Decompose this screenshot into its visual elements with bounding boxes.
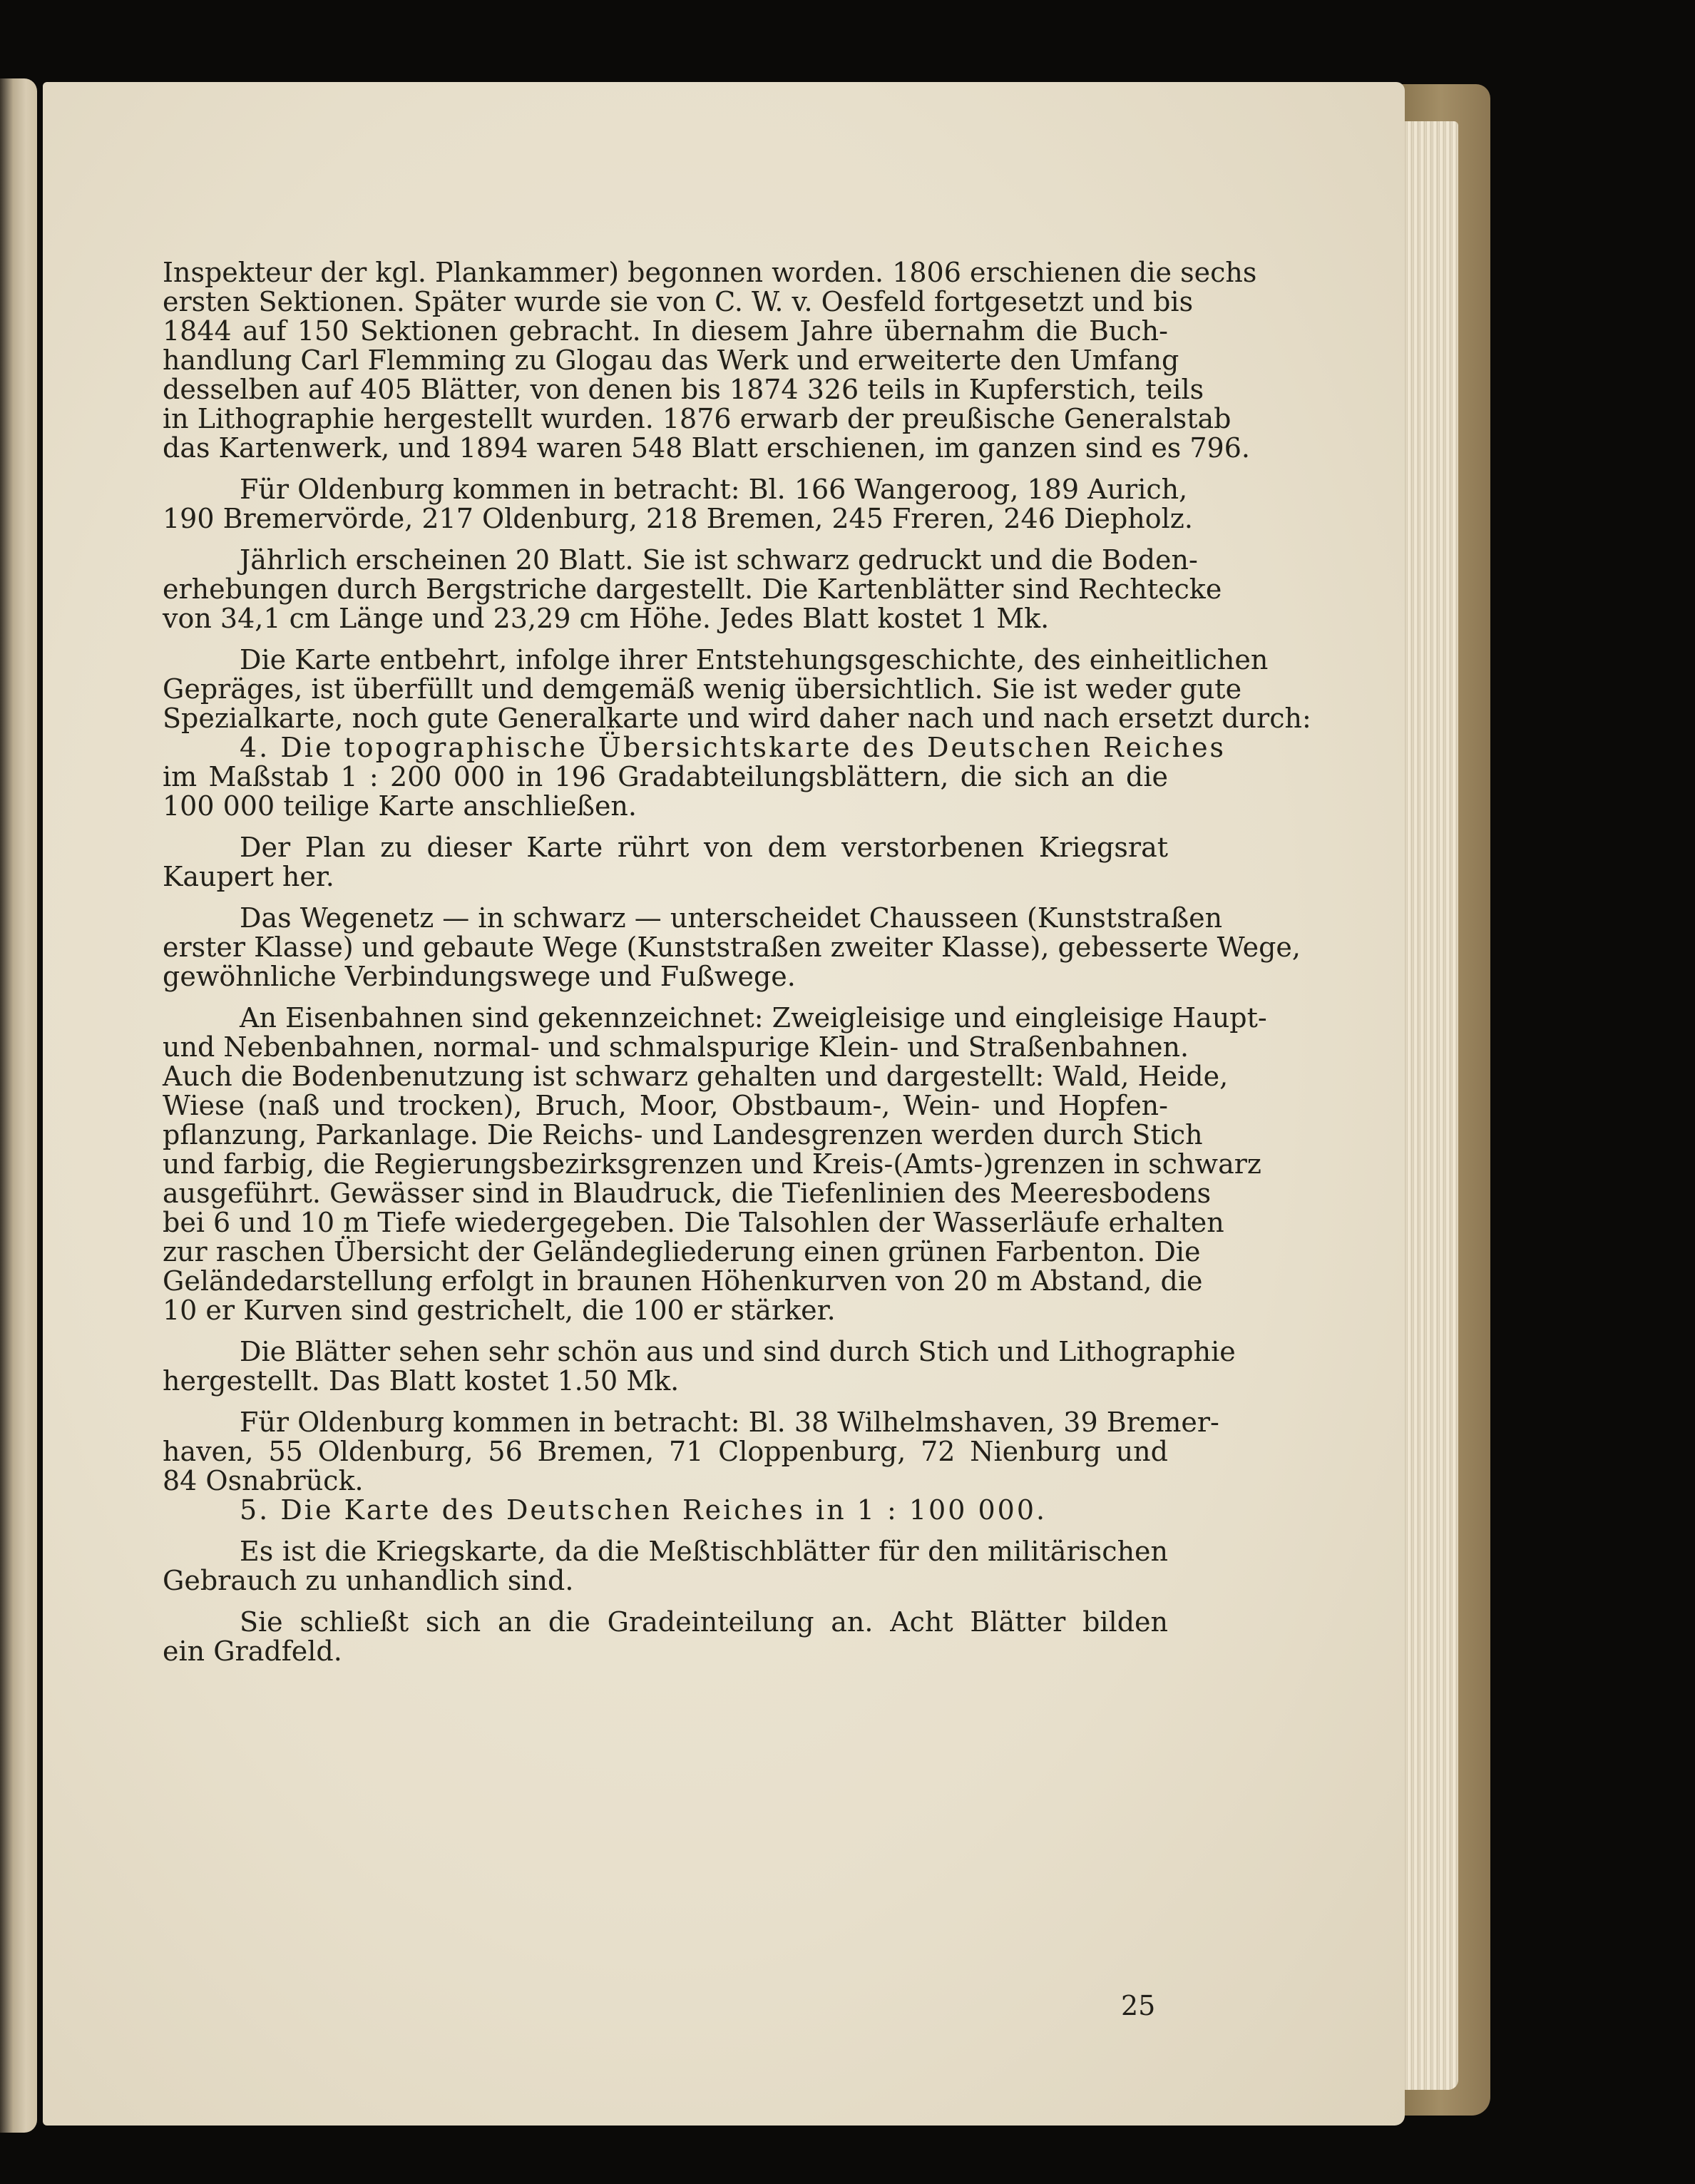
- text-line: Es ist die Kriegskarte, da die Meßtischblätter für den militärischen: [240, 1536, 1168, 1567]
- text-line: zur raschen Übersicht der Geländegliederung einen grünen Farbenton. Die: [163, 1236, 1201, 1267]
- text-line: 1844 auf 150 Sektionen gebracht. In diesem Jahre übernahm die Buch-: [163, 315, 1168, 347]
- text-line: 10 er Kurven sind gestrichelt, die 100 er stärker.: [163, 1295, 836, 1326]
- text-line: bei 6 und 10 m Tiefe wiedergegeben. Die Talsohlen der Wasserläufe erhalten: [163, 1207, 1224, 1238]
- text-line: erhebungen durch Bergstriche dargestellt. Die Kartenblätter sind Rechtecke: [163, 573, 1222, 605]
- section-heading-4: 4. Die topographische Übersichtskarte des Deutschen Reiches: [240, 732, 1227, 763]
- text-line: Gebrauch zu unhandlich sind.: [163, 1565, 574, 1596]
- text-line: desselben auf 405 Blätter, von denen bis 1874 326 teils in Kupferstich, teils: [163, 374, 1204, 405]
- page-body-text: [163, 257, 1311, 1667]
- text-line: handlung Carl Flemming zu Glogau das Werk und erweiterte den Umfang: [163, 345, 1179, 376]
- text-line: Inspekteur der kgl. Plankammer) begonnen worden. 1806 erschienen die sechs: [163, 257, 1257, 288]
- text-line: hergestellt. Das Blatt kostet 1.50 Mk.: [163, 1365, 680, 1397]
- text-line: Geländedarstellung erfolgt in braunen Höhenkurven von 20 m Abstand, die: [163, 1265, 1203, 1297]
- text-line: Für Oldenburg kommen in betracht: Bl. 38 Wilhelmshaven, 39 Bremer-: [240, 1407, 1219, 1438]
- page-stack-edge: [1401, 121, 1458, 2090]
- text-line: Das Wegenetz — in schwarz — unterscheidet Chausseen (Kunststraßen: [240, 902, 1223, 934]
- text-line: in Lithographie hergestellt wurden. 1876 erwarb der preußische Generalstab: [163, 403, 1231, 434]
- text-line: 84 Osnabrück.: [163, 1465, 364, 1496]
- page-number: 25: [1121, 1990, 1156, 2021]
- text-line: Die Karte entbehrt, infolge ihrer Entstehungsgeschichte, des einheitlichen: [240, 644, 1269, 675]
- text-line: Wiese (naß und trocken), Bruch, Moor, Obstbaum-, Wein- und Hopfen-: [163, 1090, 1168, 1121]
- text-line: gewöhnliche Verbindungswege und Fußwege.: [163, 961, 796, 992]
- text-line: im Maßstab 1 : 200 000 in 196 Gradabteilungsblättern, die sich an die: [163, 761, 1168, 792]
- text-line: Für Oldenburg kommen in betracht: Bl. 166 Wangeroog, 189 Aurich,: [240, 474, 1188, 505]
- text-line: ersten Sektionen. Später wurde sie von C. W. v. Oesfeld fortgesetzt und bis: [163, 286, 1194, 317]
- text-line: An Eisenbahnen sind gekennzeichnet: Zweigleisige und eingleisige Haupt-: [240, 1002, 1267, 1034]
- text-line: Sie schließt sich an die Gradeinteilung an. Acht Blätter bilden: [240, 1606, 1168, 1638]
- text-line: Gepräges, ist überfüllt und demgemäß wenig übersichtlich. Sie ist weder gute: [163, 673, 1242, 705]
- text-line: pflanzung, Parkanlage. Die Reichs- und Landesgrenzen werden durch Stich: [163, 1119, 1203, 1150]
- facing-page-edge: [0, 78, 37, 2133]
- section-heading-5: 5. Die Karte des Deutschen Reiches in 1 : 100 000.: [240, 1494, 1048, 1526]
- text-line: ausgeführt. Gewässer sind in Blaudruck, die Tiefenlinien des Meeresbodens: [163, 1178, 1212, 1209]
- text-line: von 34,1 cm Länge und 23,29 cm Höhe. Jedes Blatt kostet 1 Mk.: [163, 603, 1050, 634]
- text-line: Spezialkarte, noch gute Generalkarte und wird daher nach und nach ersetzt durch:: [163, 703, 1311, 734]
- text-line: das Kartenwerk, und 1894 waren 548 Blatt erschienen, im ganzen sind es 796.: [163, 432, 1250, 464]
- text-line: haven, 55 Oldenburg, 56 Bremen, 71 Cloppenburg, 72 Nienburg und: [163, 1436, 1168, 1467]
- text-line: Die Blätter sehen sehr schön aus und sind durch Stich und Lithographie: [240, 1336, 1236, 1367]
- text-line: und Nebenbahnen, normal- und schmalspurige Klein- und Straßenbahnen.: [163, 1031, 1189, 1063]
- text-line: Jährlich erscheinen 20 Blatt. Sie ist schwarz gedruckt und die Boden-: [240, 544, 1198, 576]
- text-line: Kaupert her.: [163, 861, 334, 892]
- text-line: erster Klasse) und gebaute Wege (Kunststraßen zweiter Klasse), gebesserte Wege,: [163, 932, 1301, 963]
- text-line: und farbig, die Regierungsbezirksgrenzen und Kreis-(Amts-)grenzen in schwarz: [163, 1148, 1261, 1180]
- text-line: ein Gradfeld.: [163, 1636, 342, 1667]
- text-line: Der Plan zu dieser Karte rührt von dem verstorbenen Kriegsrat: [240, 832, 1168, 863]
- text-line: Auch die Bodenbenutzung ist schwarz gehalten und dargestellt: Wald, Heide,: [163, 1061, 1229, 1092]
- text-line: 190 Bremervörde, 217 Oldenburg, 218 Bremen, 245 Freren, 246 Diepholz.: [163, 503, 1193, 534]
- text-line: 100 000 teilige Karte anschließen.: [163, 790, 637, 822]
